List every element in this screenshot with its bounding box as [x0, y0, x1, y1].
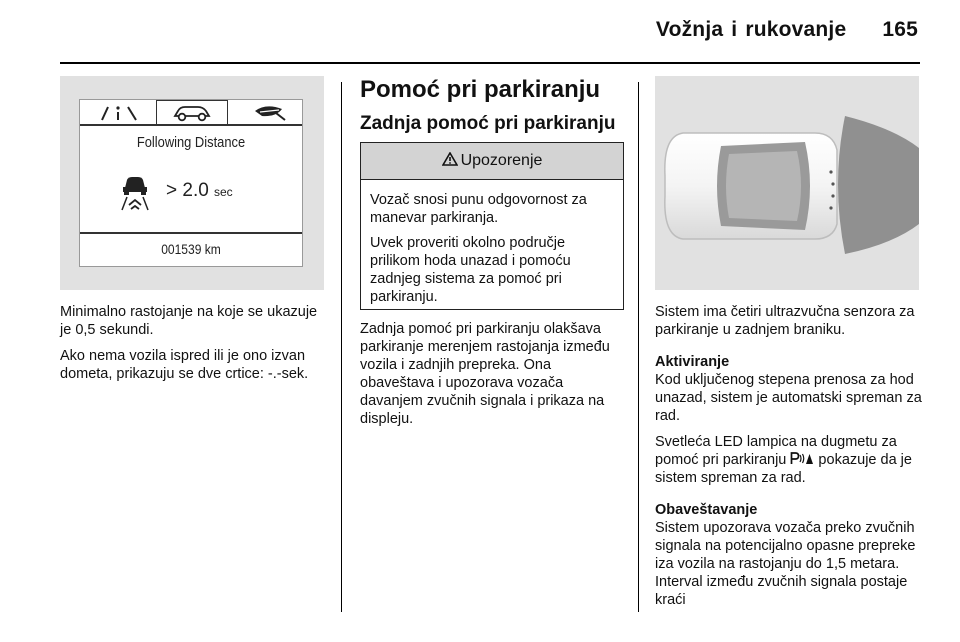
paragraph: Zadnja pomoć pri parkiranju olakšava parkiranje merenjem rastojanja između vozila i zadnjih prepreka. Ona obaveštava i upozorava vozača davanjem zvučnih signala i prikaza na displeju. — [360, 321, 610, 427]
odometer-readout: 001539 km — [161, 241, 221, 257]
warning-body — [361, 180, 623, 306]
column-divider — [341, 82, 342, 612]
warning-paragraph: Uvek proveriti okolno područje prilikom hoda unazad i pomoću zadnjeg sistema za pomoć pri parkiranju. — [370, 235, 571, 305]
paragraph — [655, 433, 925, 487]
middle-column-text — [360, 320, 626, 436]
sensor-dot — [829, 206, 832, 209]
following-distance-readout — [118, 173, 288, 213]
display-screen — [79, 99, 303, 267]
paragraph: Kod uključenog stepena prenosa za hod unazad, sistem je automatski spreman za rad. — [655, 372, 922, 424]
column-divider — [638, 82, 639, 612]
subsection-heading: Obaveštavanje — [655, 502, 758, 518]
led-text-end: pokazuje da je sistem spreman za rad. — [655, 452, 912, 486]
warning-header — [361, 143, 623, 180]
eco-tab-icon — [252, 103, 288, 123]
left-column-text — [60, 303, 328, 391]
paragraph: Sistem upozorava vozača preko zvučnih signala na potencijalno opasne prepreke iza vozila na rastojanju do 1,5 metara. Interval između zvučnih signala postaje kraći — [655, 520, 916, 608]
warning-box — [360, 142, 624, 310]
warning-icon — [442, 152, 458, 166]
display-heading: Following Distance — [136, 134, 246, 151]
driver-display-illustration — [60, 76, 324, 290]
page-number: 165 — [882, 18, 918, 41]
sensor-dot — [831, 194, 834, 197]
sensor-detection-zone — [838, 116, 919, 254]
warning-paragraph: Vozač snosi punu odgovornost za manevar parkiranja. — [370, 192, 587, 226]
sensor-dot — [831, 182, 834, 185]
parking-sensor-illustration — [655, 76, 919, 290]
park-assist-icon — [790, 452, 814, 465]
right-column-text — [655, 303, 925, 617]
subsection-title: Zadnja pomoć pri parkiranju — [360, 113, 616, 134]
car-roof — [726, 151, 801, 221]
vehicle-tab-icon — [169, 104, 215, 122]
distance-value: > 2.0 — [166, 180, 209, 201]
paragraph: Sistem ima četiri ultrazvučna senzora za parkiranje u zadnjem braniku. — [655, 304, 915, 338]
subsection-heading: Aktiviranje — [655, 354, 730, 370]
warning-title: Upozorenje — [460, 152, 543, 169]
header-rule — [60, 62, 920, 64]
car-ahead-icon — [118, 175, 152, 211]
display-tab-bar — [80, 100, 302, 128]
info-tab-icon — [98, 103, 144, 123]
section-title: Pomoć pri parkiranju — [360, 76, 601, 103]
sensor-dot — [829, 170, 832, 173]
page-header — [656, 18, 918, 42]
paragraph: Minimalno rastojanje na koje se ukazuje je 0,5 sekundi. — [60, 304, 318, 338]
led-text-start: Svetleća LED lampica na dugmetu za pomoć pri parkiranju — [655, 434, 897, 468]
tab-vehicle-active — [156, 100, 228, 125]
car-top-view — [655, 76, 919, 290]
paragraph: Ako nema vozila ispred ili je ono izvan dometa, prikazuju se dve crtice: -.-sek. — [60, 348, 309, 382]
tab-rule — [80, 124, 302, 126]
chapter-title: Vožnja i rukovanje — [655, 18, 847, 41]
screen-rule — [80, 232, 302, 234]
distance-unit: sec — [214, 185, 233, 199]
